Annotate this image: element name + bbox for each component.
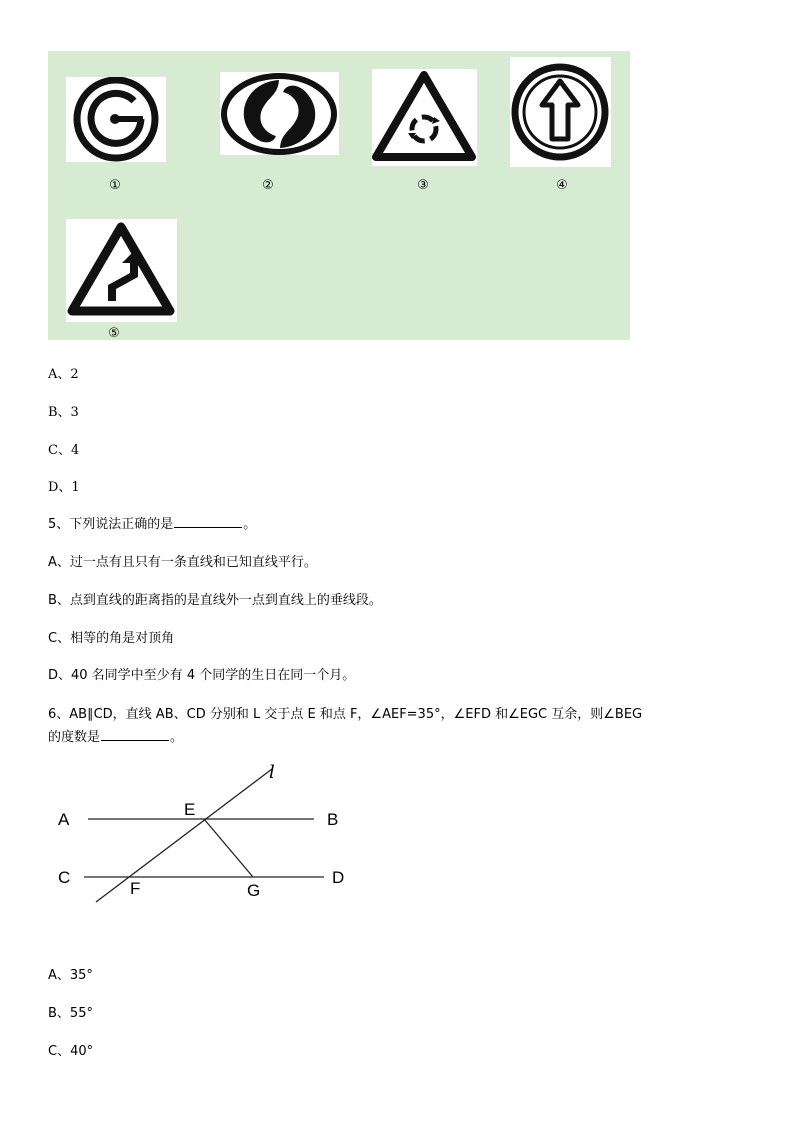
q5-stem-end: 。	[243, 517, 257, 532]
q5-stem-text: 5、下列说法正确的是	[48, 517, 174, 532]
g-emblem-icon	[66, 77, 166, 162]
sign-number-3: ③	[417, 178, 429, 193]
sign-number-5: ⑤	[108, 326, 120, 341]
q6-stem-text: 的度数是	[48, 730, 101, 745]
label-l: l	[269, 762, 275, 783]
geometry-figure	[48, 760, 368, 910]
sign-number-2: ②	[262, 178, 274, 193]
sign-number-4: ④	[556, 178, 568, 193]
q6-option-b: B、55°	[48, 1006, 93, 1021]
q5-option-a: A、过一点有且只有一条直线和已知直线平行。	[48, 555, 317, 570]
q5-stem	[48, 513, 256, 532]
label-d: D	[332, 868, 345, 887]
q5-answer-blank	[174, 514, 242, 528]
q6-answer-blank	[101, 727, 169, 741]
label-f: F	[130, 879, 141, 898]
q5-option-c: C、相等的角是对顶角	[48, 631, 175, 646]
q4-option-c: C、4	[48, 443, 80, 458]
q6-stem-end: 。	[170, 730, 184, 745]
curve-road-warning-icon	[66, 219, 177, 322]
label-a: A	[58, 810, 70, 829]
q4-option-b: B、3	[48, 405, 79, 420]
label-c: C	[58, 868, 71, 887]
q6-option-c: C、40°	[48, 1044, 94, 1059]
straight-ahead-arrow-icon	[510, 57, 611, 167]
sign-number-1: ①	[109, 178, 121, 193]
roundabout-warning-icon	[372, 69, 477, 166]
segment-eg	[204, 819, 253, 877]
q6-stem-line2	[48, 726, 183, 745]
q4-option-d: D、1	[48, 480, 80, 495]
label-b: B	[327, 810, 339, 829]
q5-option-d: D、40 名同学中至少有 4 个同学的生日在同一个月。	[48, 668, 356, 683]
q6-option-a: A、35°	[48, 968, 93, 983]
label-e: E	[184, 800, 196, 819]
q6-stem-line1: 6、AB∥CD，直线 AB、CD 分别和 L 交于点 E 和点 F，∠AEF=35°，∠EFD 和∠EGC 互余，则∠BEG	[48, 707, 643, 722]
label-g: G	[247, 881, 261, 900]
q4-option-a: A、2	[48, 367, 79, 382]
line-l	[96, 769, 272, 902]
swirl-emblem-icon	[220, 72, 339, 155]
q5-option-b: B、点到直线的距离指的是直线外一点到直线上的垂线段。	[48, 593, 382, 608]
